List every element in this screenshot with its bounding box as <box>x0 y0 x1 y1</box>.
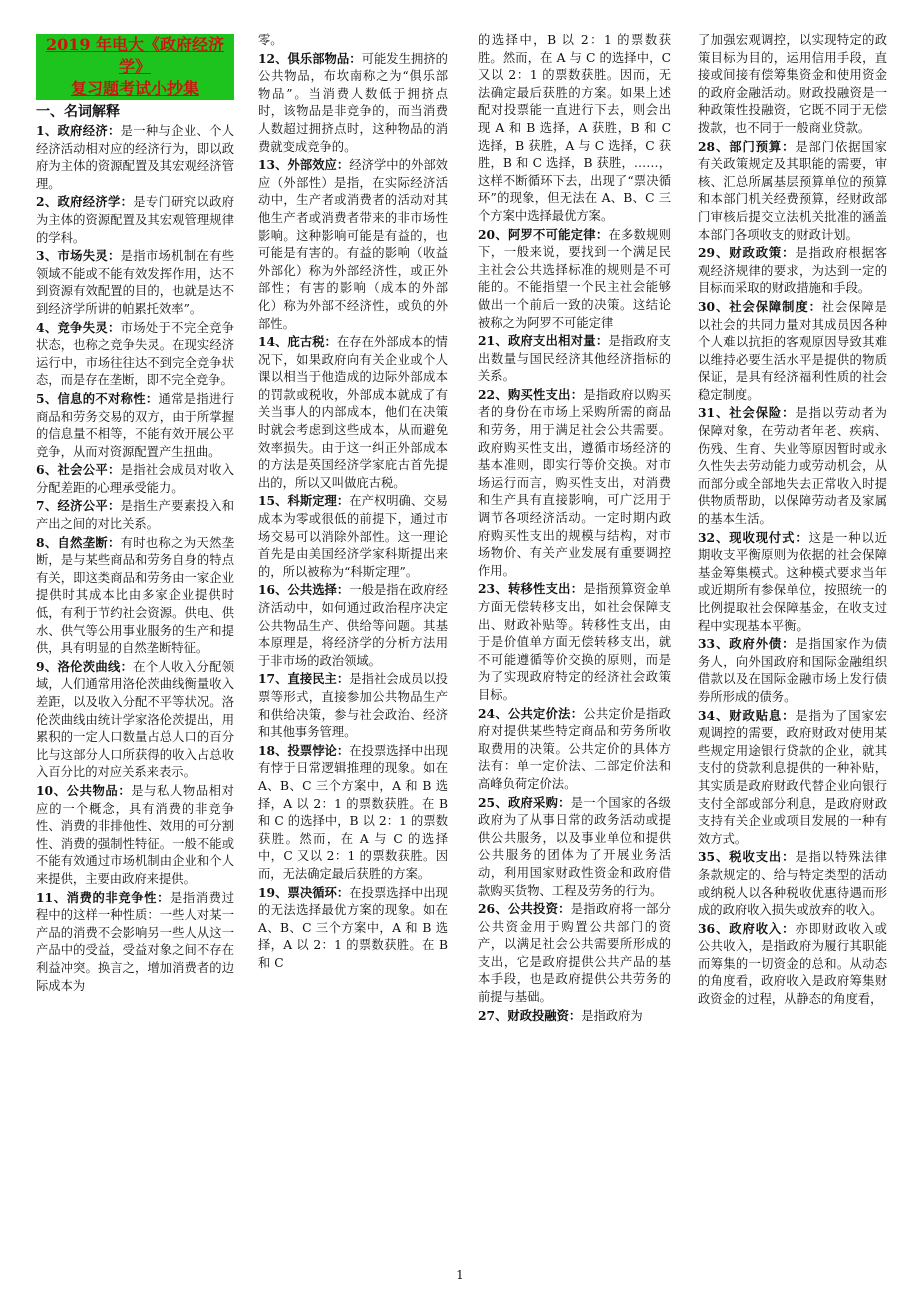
glossary-entry <box>36 461 234 497</box>
glossary-entry <box>698 707 887 849</box>
glossary-term: 30、社会保障制度： <box>698 298 822 314</box>
glossary-definition: 是指政府以购买者的身份在市场上采购所需的商品和劳务，用于满足社会公共需要。政府购买性支出，遵循市场经济的基本准则，即实行等价交换。对市场运行而言，购买性支出，对消费和生产具有直接影响，可广泛用于调节各项经济活动。一定时期内政府购买性支出的规模与结构，对市场物价、有关产业发展有重要调控作用。 <box>478 387 671 578</box>
page-number: 1 <box>456 1268 464 1282</box>
glossary-entry <box>478 580 671 704</box>
glossary-term: 14、庇古税： <box>258 334 337 350</box>
glossary-term: 33、政府外债： <box>698 636 796 652</box>
glossary-definition: 在个人收入分配领域，人们通常用洛伦茨曲线衡量收入差距，以及收入分配不平等状况。洛伦茨曲线由统计学家洛伦茨提出，用累积的一定人口数量占总人口的百分比与这部分人口所获得的收入占总收入百分比的对应关系来表示。 <box>36 659 234 780</box>
glossary-term: 29、财政政策： <box>698 245 796 261</box>
glossary-entry <box>36 497 234 533</box>
glossary-definition: 的选择中，B 以 2：1 的票数获胜。然而，在 A 与 C 的选择中，C 又以 2：1 的票数获胜。因而，无法确定最后获胜的方案。如果上述配对投票能一直进行下去，则会出现 A 和 B 选择，A 获胜，B 和 C 选择，B 获胜，A 与 C 选择，C 获胜，B 和 C 选择，B 获胜，……，这样不断循环下去，出现了“票决循环”的现象，但无法在 A、B、C 三个方案中选择最优方案。 <box>478 33 671 223</box>
glossary-definition: 是指为了国家宏观调控的需要，政府财政对使用某些规定用途银行贷款的企业，就其支付的贷款利息提供的一种补贴，其实质是政府财政代替企业向银行支付全部或部分利息，是政府财政支持有关企业或项目发展的一种有效方式。 <box>698 708 887 846</box>
glossary-term: 9、洛伦茨曲线： <box>36 658 134 674</box>
glossary-entry <box>36 193 234 247</box>
glossary-term: 8、自然垄断： <box>36 534 121 550</box>
glossary-term: 27、财政投融资： <box>478 1007 582 1023</box>
glossary-definition: 是专门研究以政府为主体的资源配置及其宏观管理规律的学科。 <box>36 195 234 245</box>
glossary-entry <box>258 742 448 884</box>
glossary-entry <box>478 226 671 333</box>
glossary-entry <box>258 492 448 581</box>
glossary-definition: 可能发生拥挤的公共物品，布坎南称之为“俱乐部物品”。当消费人数低于拥挤点时，该物品是非竞争的，而当消费人数超过拥挤点时，这种物品的消费就变成竞争的。 <box>258 51 448 154</box>
glossary-entry <box>698 920 887 1009</box>
glossary-term: 20、阿罗不可能定律： <box>478 226 609 242</box>
glossary-entry <box>698 635 887 706</box>
glossary-term: 35、税收支出： <box>698 849 796 865</box>
section-heading: 一、名词解释 <box>36 104 120 120</box>
column-4-entries <box>698 32 887 1009</box>
glossary-term: 17、直接民主： <box>258 671 350 687</box>
glossary-entry <box>36 658 234 782</box>
glossary-entry <box>698 529 887 636</box>
glossary-definition: 是部门依据国家有关政策规定及其职能的需要，审核、汇总所属基层预算单位的预算和本部门机关经费预算，经财政部门审核后提交立法机关批准的涵盖本部门各项收支的财政计划。 <box>698 139 887 242</box>
glossary-term: 1、政府经济： <box>36 123 121 138</box>
glossary-definition: 社会保障是以社会的共同力量对其成员因各种个人难以抗拒的客观原因导致其难以维持必要生活水平是提供的物质保证，是具有经济福利性质的社会稳定制度。 <box>698 299 887 402</box>
glossary-definition: 是指生产要素投入和产出之间的对比关系。 <box>36 499 234 532</box>
glossary-entry <box>478 900 671 1007</box>
glossary-definition: 通常是指进行商品和劳务交易的双方，由于所掌握的信息量不相等，不能有效开展公平竞争，从而对资源配置产生扭曲。 <box>36 391 234 459</box>
glossary-entry <box>36 889 234 996</box>
glossary-entry <box>36 319 234 390</box>
glossary-entry <box>478 705 671 794</box>
glossary-term: 15、科斯定理： <box>258 493 350 509</box>
glossary-definition: 是指政府根据客观经济规律的要求，为达到一定的目标而采取的财政措施和手段。 <box>698 246 887 296</box>
glossary-entry <box>478 1007 671 1026</box>
glossary-definition: 是指预算资金单方面无偿转移支出，如社会保障支出、财政补贴等。转移性支出，由于是价值单方面无偿转移支出，就不可能遵循等价交换的原则，而是为了实现政府特定的经济社会政策目标。 <box>478 582 671 702</box>
glossary-definition: 零。 <box>258 33 283 47</box>
glossary-entry <box>698 298 887 405</box>
glossary-definition: 亦即财政收入或公共收入，是指政府为履行其职能而筹集的一切资金的总和。从动态的角度看，政府收入是政府筹集财政资金的过程，从静态的角度看， <box>698 921 887 1007</box>
glossary-term: 16、公共选择： <box>258 582 350 598</box>
glossary-term: 24、公共定价法： <box>478 705 584 721</box>
glossary-definition: 是指消费过程中的这样一种性质：一些人对某一产品的消费不会影响另一些人从这一产品中的受益，受益对象之间不存在利益冲突。换言之，增加消费者的边际成本为 <box>36 890 234 993</box>
glossary-continuation <box>478 32 671 226</box>
glossary-definition: 在产权明确、交易成本为零或很低的前提下，通过市场交易可以消除外部性。这一理论首先是由美国经济学家科斯提出来的，所以被称为“科斯定理”。 <box>258 494 448 579</box>
glossary-definition: 是指社会成员对收入分配差距的心理承受能力。 <box>36 463 234 495</box>
glossary-definition: 在投票选择中出现有悖于日常逻辑推理的现象。如在 A、B、C 三个方案中，A 和 B 选择，A 以 2：1 的票数获胜。在 B 和 C 的选择中，B 以 2：1 的票数获胜。然而，在 A 与 C 的选择中，C 又以 2：1 的票数获胜。因而，无法确定最后获胜的方案。 <box>258 743 448 881</box>
column-1 <box>36 34 234 995</box>
glossary-term: 28、部门预算： <box>698 138 796 154</box>
glossary-definition: 一般是指在政府经济活动中，如何通过政治程序决定公共物品生产、供给等问题。其基本原理是，将经济学的分析方法用于非市场的政治领域。 <box>258 583 448 668</box>
glossary-entry <box>258 156 448 333</box>
glossary-entry <box>698 244 887 298</box>
glossary-term: 32、现收现付式： <box>698 529 809 545</box>
glossary-term: 12、俱乐部物品： <box>258 50 362 66</box>
glossary-entry <box>36 247 234 318</box>
glossary-entry <box>36 534 234 658</box>
column-3 <box>478 32 671 1025</box>
glossary-definition: 经济学中的外部效应（外部性）是指，在实际经济活动中，生产者或消费者的活动对其他生产者或消费者带来的非市场性影响。这种影响可能是有益的，也可能是有害的。有益的影响（收益外部化）称为外部经济性，或正外部性；有害的影响（成本的外部化）称为外部不经济性，或负的外部性。 <box>258 158 448 331</box>
glossary-definition: 了加强宏观调控，以实现特定的政策目标为目的，运用信用手段，直接或间接有偿筹集资金和使用资金的政府金融活动。财政投融资是一种政策性投融资，它既不同于无偿拨款，也不同于一般商业贷款。 <box>698 33 887 135</box>
glossary-entry <box>698 404 887 528</box>
glossary-entry <box>36 390 234 461</box>
glossary-definition: 是指政府为 <box>581 1008 643 1023</box>
glossary-term: 4、竞争失灵： <box>36 319 121 335</box>
glossary-definition: 公共定价是指政府对提供某些特定商品和劳务所收取费用的决策。公共定价的具体方法有：单一定价法、二部定价法和高峰负荷定价法。 <box>478 706 671 791</box>
glossary-term: 36、政府收入： <box>698 920 796 936</box>
glossary-definition: 是指市场机制在有些领域不能或不能有效发挥作用，达不到资源有效配置的目的，也就是达不到经济学所讲的帕累托效率”。 <box>36 249 234 316</box>
glossary-definition: 有时也称之为天然垄断，是与某些商品和劳务自身的特点有关，即这类商品和劳务由一家企业提供时其成本比由多家企业提供时低，有利于节约社会资源。供电、供水、供气等公用事业服务的生产和提供，具有明显的自然垄断特征。 <box>36 535 234 656</box>
glossary-definition: 是指以劳动者为保障对象，在劳动者年老、疾病、伤残、生育、失业等原因暂时或永久性失去劳动能力或劳动机会，从而部分或全部地失去正常收入时提供物质帮助，以保障劳动者及家属的基本生活。 <box>698 406 887 527</box>
glossary-term: 10、公共物品： <box>36 782 132 798</box>
glossary-definition: 是指政府将一部分公共资金用于购置公共部门的资产，以满足社会公共需要所形成的支出，它是政府提供公共产品的基本手段，也是政府提供公共劳务的前提与基础。 <box>478 902 671 1005</box>
glossary-term: 2、政府经济学： <box>36 194 134 210</box>
column-1-entries <box>36 122 234 995</box>
glossary-term: 34、财政贴息： <box>698 707 796 723</box>
glossary-term: 6、社会公平： <box>36 462 121 478</box>
glossary-definition: 是指国家作为债务人，向外国政府和国际金融组织借款以及在国际金融市场上发行债券所形成的债务。 <box>698 637 887 704</box>
glossary-term: 21、政府支出相对量： <box>478 333 609 349</box>
glossary-definition: 是指以特殊法律条款规定的、给与特定类型的活动或纳税人以各种税收优惠待遇而形成的政府收入损失或放弃的收入。 <box>698 850 887 918</box>
glossary-entry <box>698 138 887 245</box>
glossary-definition: 是与私人物品相对应的一个概念，具有消费的非竞争性、消费的非排他性、效用的可分割性、消费的强制性特征。一般不能或不能有效通过市场机制由企业和个人来提供，主要由政府来提供。 <box>36 783 234 886</box>
glossary-definition: 在投票选择中出现的无法选择最优方案的现象。如在 A、B、C 三个方案中，A 和 B 选择，A 以 2：1 的票数获胜。在 B 和 C <box>258 885 448 970</box>
glossary-definition: 这是一种以近期收支平衡原则为依据的社会保障基金筹集模式。这种模式要求当年或近期所有参保单位，按照统一的比例提取社会保障基金，在收支过程中实现基本平衡。 <box>698 530 887 633</box>
glossary-entry <box>478 794 671 901</box>
glossary-definition: 是一个国家的各级政府为了从事日常的政务活动或提供公共服务，以及事业单位和提供公共服务的团体为了开展业务活动，利用国家财政性资金和政府借款购买货物、工程及劳务的行为。 <box>478 795 671 898</box>
glossary-entry <box>258 333 448 492</box>
glossary-term: 13、外部效应： <box>258 157 350 173</box>
glossary-entry <box>258 581 448 670</box>
glossary-entry <box>478 332 671 386</box>
glossary-term: 3、市场失灵： <box>36 248 121 264</box>
glossary-term: 23、转移性支出： <box>478 581 584 597</box>
glossary-definition: 市场处于不完全竞争状态，也称之竞争失灵。在现实经济运行中，市场往往达不到完全竞争状态，而是存在垄断，即不完全竞争。 <box>36 320 234 388</box>
glossary-continuation <box>258 32 448 50</box>
glossary-term: 25、政府采购： <box>478 794 571 810</box>
glossary-entry <box>36 782 234 889</box>
glossary-term: 18、投票悖论： <box>258 742 350 758</box>
glossary-definition: 在存在外部成本的情况下，如果政府向有关企业或个人课以相当于他造成的边际外部成本的罚款或税收，外部成本就成了有关当事人的内部成本，他们在决策时就会考虑到这些成本，从而避免效率损失。由于这一纠正外部成本的方法是英国经济学家庇古首先提出的，所以又叫做庇古税。 <box>258 335 448 490</box>
glossary-term: 5、信息的不对称性： <box>36 390 159 406</box>
column-2-entries <box>258 32 448 972</box>
glossary-definition: 在多数规则下，一般来说，要找到一个满足民主社会公共选择标准的规则是不可能的。不能指望一个民主社会能够做出一个前后一致的决策。这结论被称之为阿罗不可能定律 <box>478 227 671 330</box>
column-2 <box>258 32 448 972</box>
column-4 <box>698 32 887 1009</box>
column-3-entries <box>478 32 671 1025</box>
glossary-term: 31、社会保险： <box>698 405 796 421</box>
glossary-term: 11、消费的非竞争性： <box>36 889 171 905</box>
document-title <box>36 34 234 100</box>
glossary-term: 7、经济公平： <box>36 498 121 514</box>
glossary-term: 22、购买性支出： <box>478 386 584 402</box>
title-line-1: 2019 年电大《政府经济学》 <box>45 35 225 76</box>
glossary-term: 19、票决循环： <box>258 884 350 900</box>
glossary-entry <box>36 122 234 193</box>
glossary-entry <box>258 50 448 157</box>
glossary-entry <box>478 386 671 581</box>
glossary-definition: 是指政府支出数量与国民经济其他经济指标的关系。 <box>478 334 671 384</box>
glossary-continuation <box>698 32 887 138</box>
glossary-definition: 是指社会成员以投票等形式，直接参加公共物品生产和供给决策，参与社会政治、经济和其他事务管理。 <box>258 672 448 740</box>
glossary-entry <box>698 848 887 919</box>
title-line-2: 复习题考试小抄集 <box>70 79 199 98</box>
glossary-term: 26、公共投资： <box>478 901 571 917</box>
glossary-definition: 是一种与企业、个人经济活动相对应的经济行为，即以政府为主体的资源配置及其宏观经济管理。 <box>36 124 234 191</box>
glossary-entry <box>258 670 448 741</box>
glossary-entry <box>258 884 448 973</box>
